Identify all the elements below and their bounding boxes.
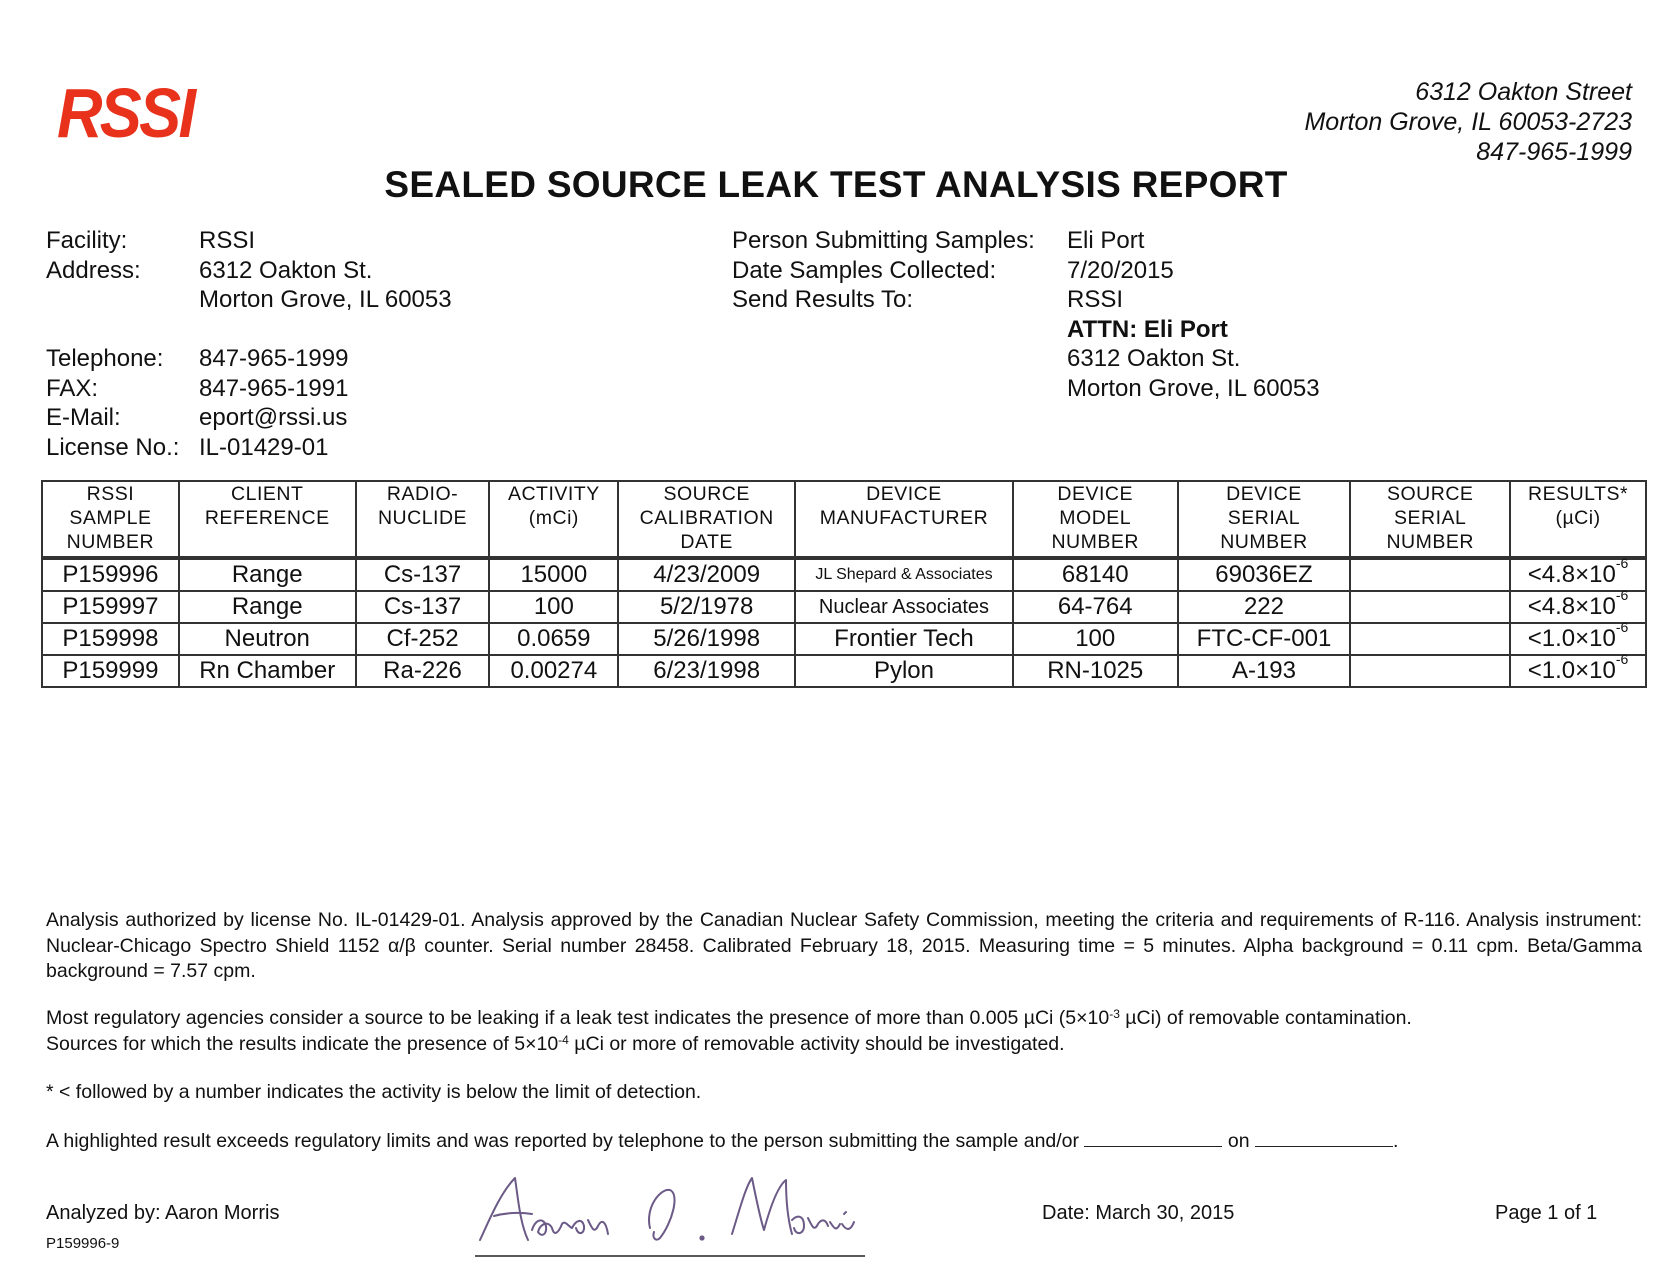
telephone-label: Telephone: [46,345,164,372]
facility-info [46,226,452,462]
send-address-row [732,344,1320,374]
cell-client-ref: Range [179,558,356,591]
detection-footnote: * < followed by a number indicates the activity is below the limit of detection. [46,1081,702,1103]
authorization-note: Analysis authorized by license No. IL-01429-01. Analysis approved by the Canadian Nuclear Safety Commission, meeting the criteria and requirements of R-116. Analysis instrument: Nuclear-Chicago Spectro Shield 1152 α/β counter. Serial number 28458. Calibrated February 18, 2015. Measuring time = 5 minutes. Alpha background = 0.11 cpm. Beta/Gamma background = 7.57 cpm. [46,909,1642,982]
cell-model: 64-764 [1013,591,1178,623]
submitter-label: Person Submitting Samples: [732,227,1035,254]
table-row [42,558,1646,591]
attn-row [732,315,1320,345]
cell-source-serial [1350,591,1510,623]
cell-device-serial: FTC-CF-001 [1178,623,1351,655]
fax-value: 847-965-1991 [199,374,349,402]
cell-device-serial: 222 [1178,591,1351,623]
cell-sample: P159998 [42,623,179,655]
report-title: SEALED SOURCE LEAK TEST ANALYSIS REPORT [384,164,1288,205]
highlight-note: A highlighted result exceeds regulatory limits and was reported by telephone to the person submitting the sample and/or on . [46,1130,1399,1152]
cell-activity: 0.0659 [489,623,618,655]
cell-cal-date: 6/23/1998 [618,655,795,687]
leak-criteria-note [46,1006,1642,1057]
company-address [1304,77,1632,167]
address-label: Address: [46,256,141,284]
submission-info [732,226,1320,403]
page-number: Page 1 of 1 [1495,1202,1598,1224]
header-device-model: DEVICE MODEL NUMBER [1013,481,1178,558]
header-radionuclide: RADIO- NUCLIDE [356,481,490,558]
header-activity: ACTIVITY (mCi) [489,481,618,558]
address-line2: Morton Grove, IL 60053 [199,286,452,313]
license-value: IL-01429-01 [199,433,329,461]
cell-nuclide: Cs-137 [356,558,490,591]
cell-client-ref: Rn Chamber [179,655,356,687]
cell-result: $<4.8\times 10^{-6}$ [1510,558,1646,591]
cell-cal-date: 5/2/1978 [618,591,795,623]
header-device-manufacturer: DEVICE MANUFACTURER [795,481,1013,558]
address-city: Morton Grove, IL 60053-2723 [1304,108,1632,136]
company-logo: RSSI [57,74,194,152]
header-calibration-date: SOURCE CALIBRATION DATE [618,481,795,558]
cell-client-ref: Range [179,591,356,623]
license-label: License No.: [46,433,180,461]
cell-sample: P159999 [42,655,179,687]
spacer-row [46,315,452,345]
email-label: E-Mail: [46,404,121,431]
header-results: RESULTS* (µCi) [1510,481,1646,558]
address-line1: 6312 Oakton St. [199,256,373,284]
cell-nuclide: Ra-226 [356,655,490,687]
cell-manufacturer: Nuclear Associates [795,591,1013,623]
cell-nuclide: Cs-137 [356,591,490,623]
cell-client-ref: Neutron [179,623,356,655]
attn-value: ATTN: Eli Port [1067,315,1228,343]
report-date: Date: March 30, 2015 [1042,1202,1235,1224]
cell-source-serial [1350,655,1510,687]
cell-sample: P159997 [42,591,179,623]
telephone-value: 847-965-1999 [199,345,349,372]
cell-cal-date: 4/23/2009 [618,558,795,591]
cell-cal-date: 5/26/1998 [618,623,795,655]
collected-label: Date Samples Collected: [732,256,997,284]
email-row [46,403,452,433]
cell-model: 100 [1013,623,1178,655]
address-row-2 [46,285,452,315]
send-address-line1: 6312 Oakton St. [1067,345,1241,372]
header-device-serial: DEVICE SERIAL NUMBER [1178,481,1351,558]
samples-table [41,480,1647,688]
cell-model: RN-1025 [1013,655,1178,687]
header-sample-number: RSSI SAMPLE NUMBER [42,481,179,558]
cell-device-serial: A-193 [1178,655,1351,687]
send-address-row-2 [732,374,1320,404]
header-source-serial: SOURCE SERIAL NUMBER [1350,481,1510,558]
cell-source-serial [1350,623,1510,655]
table-header-row [42,481,1646,558]
cell-nuclide: Cf-252 [356,623,490,655]
telephone-row [46,344,452,374]
send-to-value: RSSI [1067,286,1124,313]
investigation-line: Sources for which the results indicate the presence of $5\times 10^{-4}$ µCi or more of removable activity should be investigated. [46,1032,1065,1055]
cell-activity: 0.00274 [489,655,618,687]
cell-manufacturer: Frontier Tech [795,623,1013,655]
submitter-value: Eli Port [1067,227,1145,254]
cell-result: $<1.0\times 10^{-6}$ [1510,655,1646,687]
address-label-empty [46,285,199,315]
address-street: 6312 Oakton Street [1415,78,1632,106]
leak-criteria-line: Most regulatory agencies consider a source to be leaking if a leak test indicates the presence of more than 0.005 µCi ($5\times 10^{-3}$ µCi) of removable contamination. [46,1007,1412,1029]
cell-sample: P159996 [42,558,179,591]
collected-value: 7/20/2015 [1067,256,1174,284]
cell-activity: 15000 [489,558,618,591]
send-to-label: Send Results To: [732,286,913,313]
table-row [42,591,1646,623]
submitter-row [732,226,1320,256]
license-row [46,433,452,463]
address-row [46,256,452,286]
cell-model: 68140 [1013,558,1178,591]
cell-result: $<1.0\times 10^{-6}$ [1510,623,1646,655]
cell-manufacturer: Pylon [795,655,1013,687]
blank-recipient-field [1084,1128,1222,1147]
cell-manufacturer: JL Shepard & Associates [795,558,1013,591]
address-phone: 847-965-1999 [1476,138,1632,166]
report-reference: P159996-9 [46,1235,120,1252]
cell-activity: 100 [489,591,618,623]
table-row [42,655,1646,687]
collected-row [732,256,1320,286]
facility-label: Facility: [46,227,128,254]
signature-image [470,1168,870,1260]
table-row [42,623,1646,655]
facility-row [46,226,452,256]
fax-label: FAX: [46,374,99,402]
blank-date-field [1255,1128,1393,1147]
cell-source-serial [1350,558,1510,591]
facility-value: RSSI [199,227,256,254]
email-value: eport@rssi.us [199,404,348,431]
fax-row [46,374,452,404]
send-to-row [732,285,1320,315]
send-address-line2: Morton Grove, IL 60053 [1067,374,1320,402]
header-client-reference: CLIENT REFERENCE [179,481,356,558]
analyzed-by: Analyzed by: Aaron Morris [46,1202,280,1224]
cell-device-serial: 69036EZ [1178,558,1351,591]
cell-result: $<4.8\times 10^{-6}$ [1510,591,1646,623]
